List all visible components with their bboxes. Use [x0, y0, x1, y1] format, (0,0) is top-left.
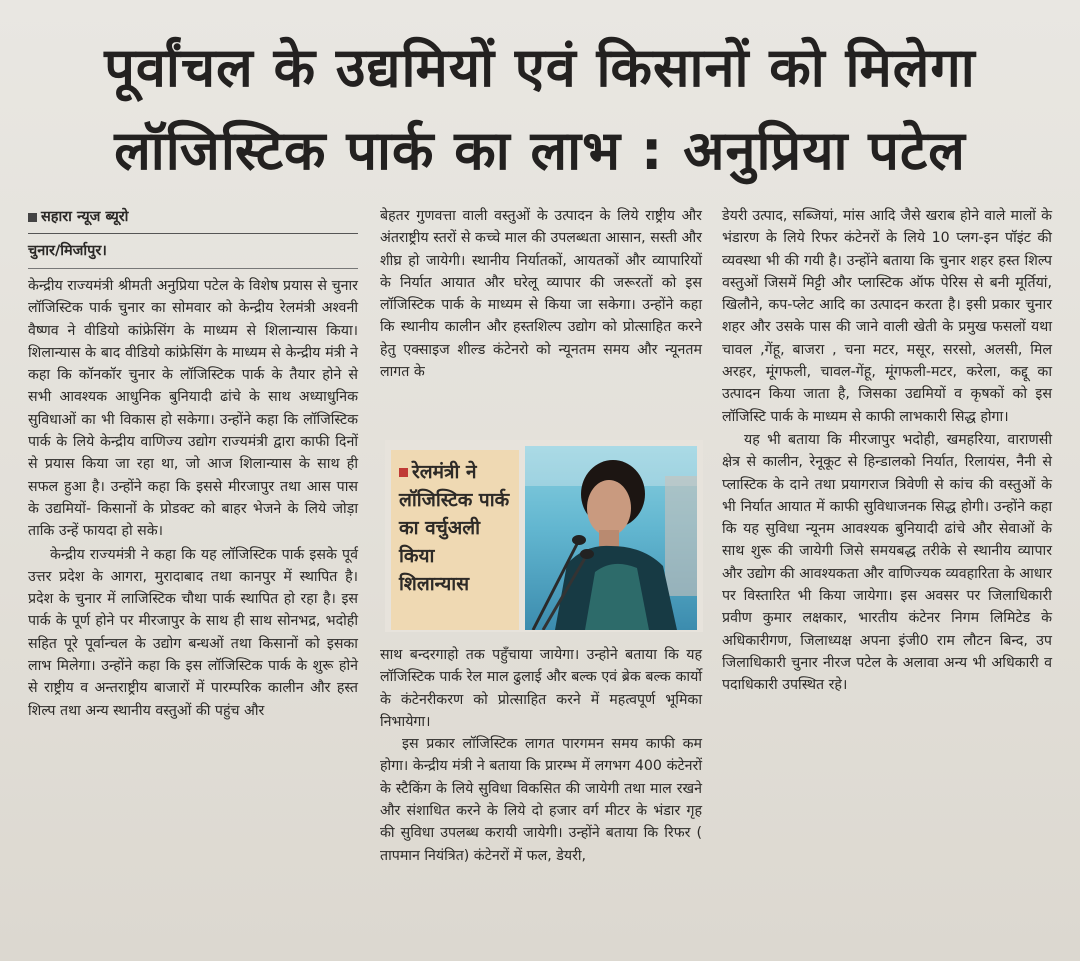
paragraph: डेयरी उत्पाद, सब्जियां, मांस आदि जैसे खराब होने वाले मालों के भंडारण के लिये रिफर कंटेनरों के लिये 10 प्लग-इन पॉइंट की व्यवस्था भी की गयी है। उन्होंने बताया कि चुनार शहर हस्त शिल्प वस्तुओं जिसमें मिट्टी और प्लास्टिक ऑफ पेरिस से बनी मूर्तियां, खिलौने, कप-प्लेट आदि का उत्पादन करता है। इसी प्रकार चुनार शहर और उसके पास की जाने वाली खेती के प्रमुख फसलों यथा चावल ,गेंहू, बाजरा , चना मटर, मसूर, सरसो, अलसी, मिल अरहर, मूंगफली, चावल-गेंहू, मूंगफली-मटर, करेला, कद्दू का उत्पादन किया जाता है, जिसका उद्यमियों व कृषकों को इस लॉजिस्टि पार्क के माध्यम से काफी लाभकारी सिद्ध होगा। — [722, 208, 1052, 425]
photo-with-caption — [385, 440, 703, 632]
speaker-photo — [525, 446, 697, 630]
divider — [28, 268, 358, 269]
photo-caption — [391, 450, 519, 630]
paragraph: साथ बन्दरगाहो तक पहुँचाया जायेगा। उन्होने बताया कि यह लॉजिस्टिक पार्क रेल माल ढुलाई और बल्क एवं ब्रेक बल्क कार्यो के कंटेनरीकरण को प्रोत्साहित करने में महत्वपूर्ण भूमिका निभायेगा। — [380, 647, 702, 730]
byline — [28, 205, 358, 229]
caption-text: रेलमंत्री ने लॉजिस्टिक पार्क का वर्चुअली किया शिलान्यास — [399, 461, 510, 595]
byline-text: सहारा न्यूज ब्यूरो — [41, 209, 129, 225]
paragraph: बेहतर गुणवत्ता वाली वस्तुओं के उत्पादन के लिये राष्ट्रीय और अंतराष्ट्रीय स्तरों से कच्चे माल की उपलब्धता आसान, सस्ती और शीघ्र हो जायेगी। स्थानीय निर्यातकों, आयतकों और व्यापारियों के निर्यात आयात और घरेलू व्यापार की जरूरतों को इस लॉजिस्टिक पार्क के माध्यम से किया जा सकेगा। उन्होंने कहा कि स्थानीय कालीन और हस्तशिल्प उद्योग को प्रोत्साहित करने हेतु एक्साइज शील्ड कंटेनरो को न्यूनतम समय और न्यूनतम लागत के — [380, 208, 702, 381]
square-bullet-icon — [28, 213, 37, 222]
paragraph: केन्द्रीय राज्यमंत्री ने कहा कि यह लॉजिस्टिक पार्क इसके पूर्व उत्तर प्रदेश के आगरा, मुरादाबाद तथा कानपुर में स्थापित है। प्रदेश के चुनार में लाजिस्टिक चौथा पार्क स्थापित हो रहा है। इस पार्क के पूर्ण होने पर मीरजापुर के साथ ही साथ सोनभद्र, भदोही सहित पूरे पूर्वान्चल के उद्योग बन्धओं तथा किसानों को इसका लाभ मिलेगा। उन्होंने कहा कि इस लॉजिस्टिक पार्क के शुरू होने से राष्ट्रीय व अन्तराष्ट्रीय बाजारों में पारम्परिक कालीन और हस्त शिल्प तथा अन्य स्थानीय वस्तुओं की पहुंच और — [28, 546, 358, 719]
paragraph: यह भी बताया कि मीरजापुर भदोही, खमहरिया, वाराणसी क्षेत्र से कालीन, रेनूकूट से हिन्डालको निर्यात, रिलायंस, नैनी से प्लास्टिक के दाने तथा प्रयागराज त्रिवेणी से कांच की वस्तुओं के भी निर्यात आयात में काफी सुविधाजनक सिद्ध होगी। उन्होंने कहा कि यह सुविधा न्यूनम आवश्यक बुनियादी ढांचे और सेवाओं के साथ शुरू की जायेगी जिसे समयबद्ध तरीके से स्थानीय व्यापार और उद्योग की आवश्यकता और वाणिज्यक व्यवहारिता के आधार पर विस्तारित भी किया जायेगा। इस अवसर पर जिलाधिकारी प्रवीण कुमार लक्षकार, भारतीय कंटेनर निगम लिमिटेड के अधिकारीगण, जिलाध्यक्ष अपना इंजी0 राम लौटन बिन्द, उप जिलाधिकारी चुनार नीरज पटेल के अलावा अन्य भी अधिकारी व पदाधिकारी उपस्थित रहे। — [722, 431, 1052, 694]
square-bullet-icon — [399, 468, 408, 477]
paragraph: इस प्रकार लॉजिस्टिक लागत पारगमन समय काफी कम होगा। केन्द्रीय मंत्री ने बताया कि प्रारम्भ में लगभग 400 कंटेनरों के स्टैकिंग के लिये सुविधा विकसित की जायेगी तथा माल रखने और संशाधित करने के लिये दो हजार वर्ग मीटर के भंडार गृह की सुविधा उपलब्ध करायी जायेगी। उन्होंने बताया कि रिफर ( तापमान नियंत्रित) कंटेनरों में फल, डेयरी, — [380, 736, 702, 864]
headline-line-1: पूर्वांचल के उद्यमियों एवं किसानों को मिलेगा — [104, 36, 976, 99]
headline — [30, 28, 1050, 194]
divider — [28, 233, 358, 234]
article-column-1 — [28, 205, 358, 723]
article-column-2-continued — [380, 644, 702, 867]
speaker-at-microphone-icon — [525, 446, 697, 630]
dateline: चुनार/मिर्जापुर। — [28, 243, 107, 259]
paragraph: केन्द्रीय राज्यमंत्री श्रीमती अनुप्रिया पटेल के विशेष प्रयास से चुनार लॉजिस्टिक पार्क चुनार का सोमवार को केन्द्रीय रेलमंत्री अश्वनी वैष्णव ने वीडियो कांफ्रेसिंग के माध्यम से शिलान्यास किया। शिलान्यास के बाद वीडियो कांफ्रेसिंग के माध्यम से केन्द्रीय मंत्री ने कहा कि कॉनकॉर चुनार के लॉजिस्टिक पार्क के तैयार होने से सभी आवश्यक आधुनिक बुनियादी ढांचे के साथ अध्याधुनिक सुविधाओं का भी विकास हो सकेगा। उन्होंने कहा कि लॉजिस्टिक पार्क के लिये केन्द्रीय वाणिज्य उद्योग राज्यमंत्री द्वारा काफी दिनों से प्रयास किया जा रहा था, जो आज शिलान्यास के साथ ही सफल हुआ है। उन्होंने कहा कि इससे मीरजापुर तथा आस पास के उद्यमियों- किसानों के प्रोडक्ट को बाहर भेजने के लिये जोड़ा ताकि उन्हें फायदा हो सके। — [28, 278, 358, 540]
headline-line-2: लॉजिस्टिक पार्क का लाभ : अनुप्रिया पटेल — [114, 119, 966, 182]
article-column-2 — [380, 205, 702, 384]
article-column-3 — [722, 205, 1052, 698]
